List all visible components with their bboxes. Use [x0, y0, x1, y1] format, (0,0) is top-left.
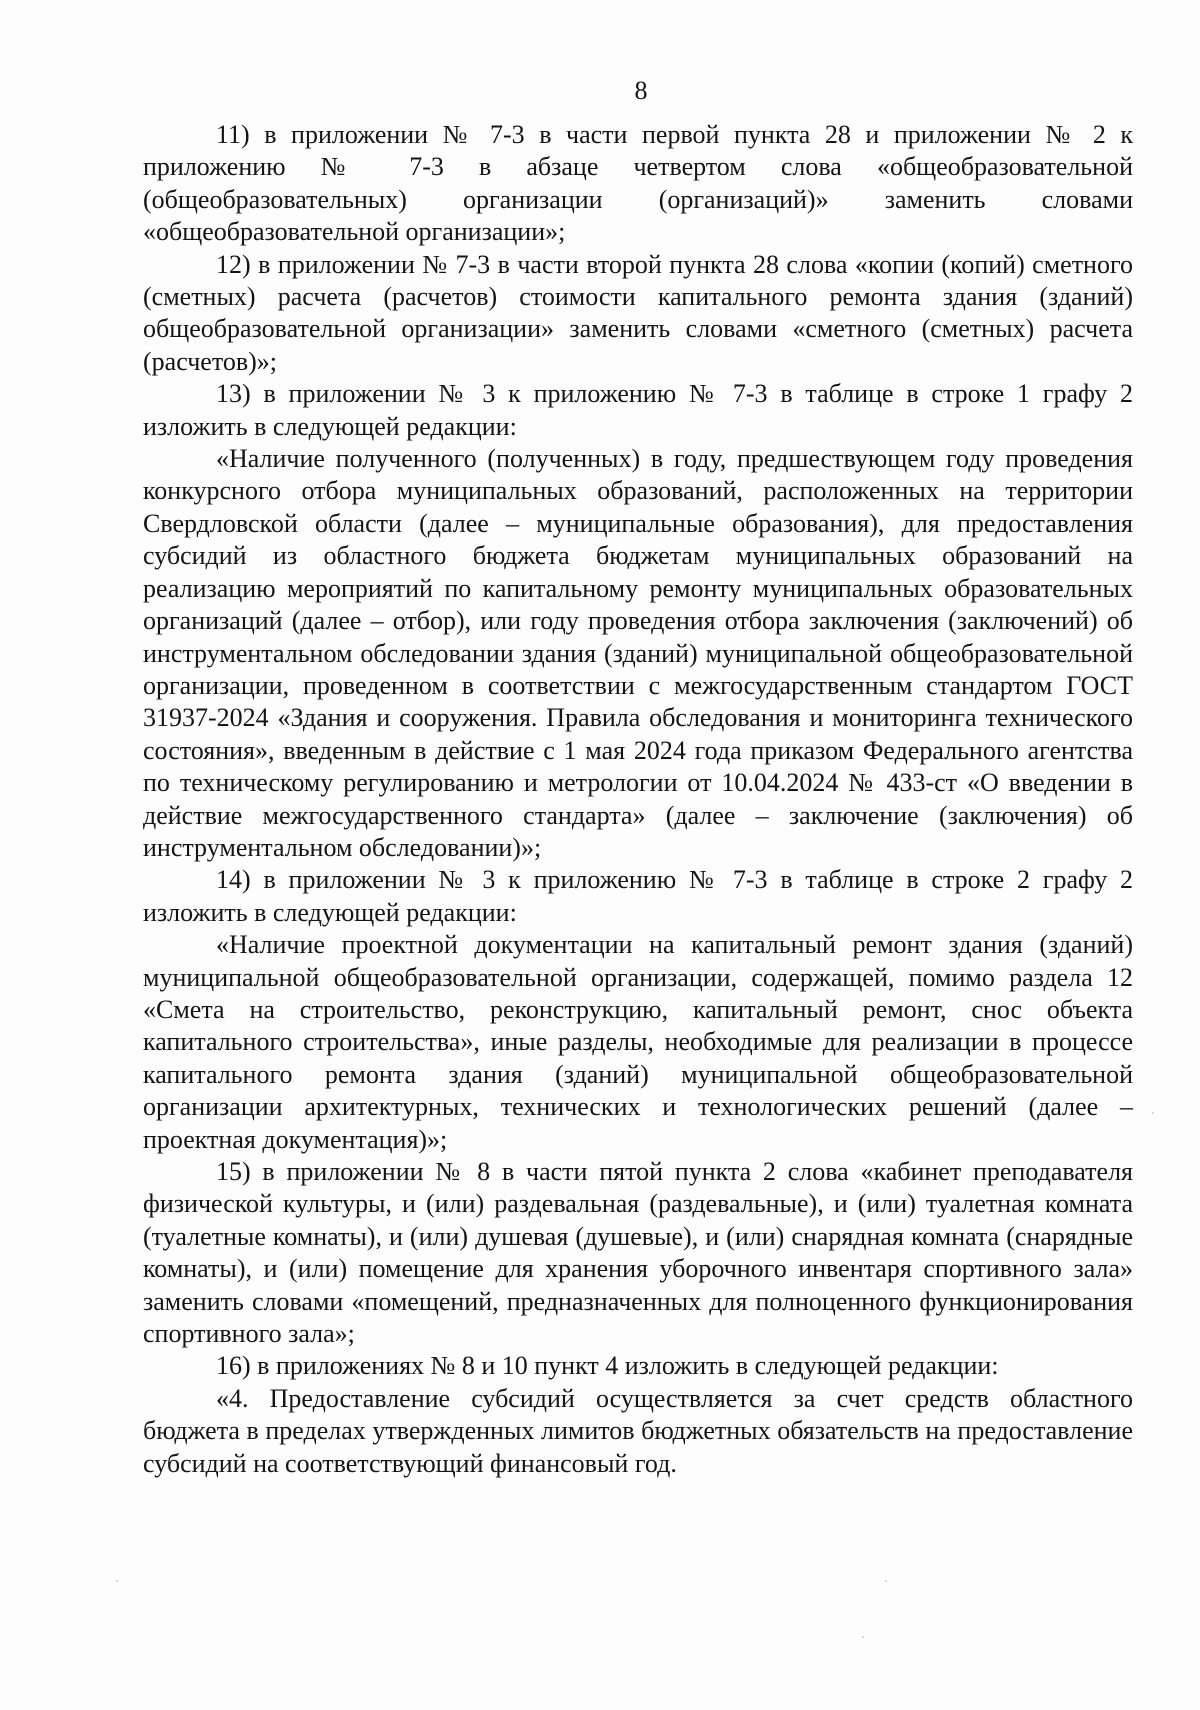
- scan-speck: [862, 1636, 864, 1638]
- paragraph-item-14: 14) в приложении № 3 к приложению № 7-3 в таблице в строке 2 графу 2 изложить в следующей редакции:: [143, 865, 1133, 927]
- document-body: [143, 119, 1133, 1480]
- paragraph-item-13-quote: «Наличие полученного (полученных) в году, предшествующем году проведения конкурсного отбора муниципальных образований, расположенных на территории Свердловской области (далее – муниципальные образования), для предоставления субсидий из областного бюджета бюджетам муниципальных образований на реализацию мероприятий по капитальному ремонту муниципальных образовательных организаций (далее – отбор), или году проведения отбора заключения (заключений) об инструментальном обследовании здания (зданий) муниципальной общеобразовательной организации, проведенном в соответствии с межгосударственным стандартом ГОСТ 31937-2024 «Здания и сооружения. Правила обследования и мониторинга технического состояния», введенным в действие с 1 мая 2024 года приказом Федерального агентства по техническому регулированию и метрологии от 10.04.2024 № 433-ст «О введении в действие межгосударственного стандарта» (далее – заключение (заключения) об инструментальном обследовании)»;: [143, 444, 1133, 862]
- page-number: 8: [634, 76, 648, 105]
- paragraph-item-11: 11) в приложении № 7-3 в части первой пункта 28 и приложении № 2 к приложению № 7-3 в абзаце четвертом слова «общеобразовательной (общеобразовательных) организации (организаций)» заменить словами «общеобразовательной организации»;: [143, 120, 1133, 247]
- paragraph-item-13: 13) в приложении № 3 к приложению № 7-3 в таблице в строке 1 графу 2 изложить в следующей редакции:: [143, 379, 1133, 441]
- paragraph-item-12: 12) в приложении № 7-3 в части второй пункта 28 слова «копии (копий) сметного (сметных) расчета (расчетов) стоимости капитального ремонта здания (зданий) общеобразовательной организации» заменить словами «сметного (сметных) расчета (расчетов)»;: [143, 249, 1133, 376]
- scan-speck: [885, 1580, 887, 1582]
- paragraph-item-15: 15) в приложении № 8 в части пятой пункта 2 слова «кабинет преподавателя физической культуры, и (или) раздевальная (раздевальные), и (или) туалетная комната (туалетные комнаты), и (или) душевая (душевые), и (или) снарядная комната (снарядные комнаты), и (или) помещение для хранения уборочного инвентаря спортивного зала» заменить словами «помещений, предназначенных для полноценного функционирования спортивного зала»;: [143, 1157, 1133, 1349]
- scan-speck: [116, 1580, 118, 1582]
- scan-speck: [1152, 1112, 1154, 1114]
- paragraph-item-14-quote: «Наличие проектной документации на капитальный ремонт здания (зданий) муниципальной общеобразовательной организации, содержащей, помимо раздела 12 «Смета на строительство, реконструкцию, капитальный ремонт, снос объекта капитального строительства», иные разделы, необходимые для реализации в процессе капитального ремонта здания (зданий) муниципальной общеобразовательной организации архитектурных, технических и технологических решений (далее – проектная документация)»;: [143, 930, 1133, 1154]
- paragraph-item-16: 16) в приложениях № 8 и 10 пункт 4 изложить в следующей редакции:: [216, 1351, 999, 1381]
- paragraph-item-16-quote: «4. Предоставление субсидий осуществляется за счет средств областного бюджета в пределах утвержденных лимитов бюджетных обязательств на предоставление субсидий на соответствующий финансовый год.: [143, 1383, 1133, 1478]
